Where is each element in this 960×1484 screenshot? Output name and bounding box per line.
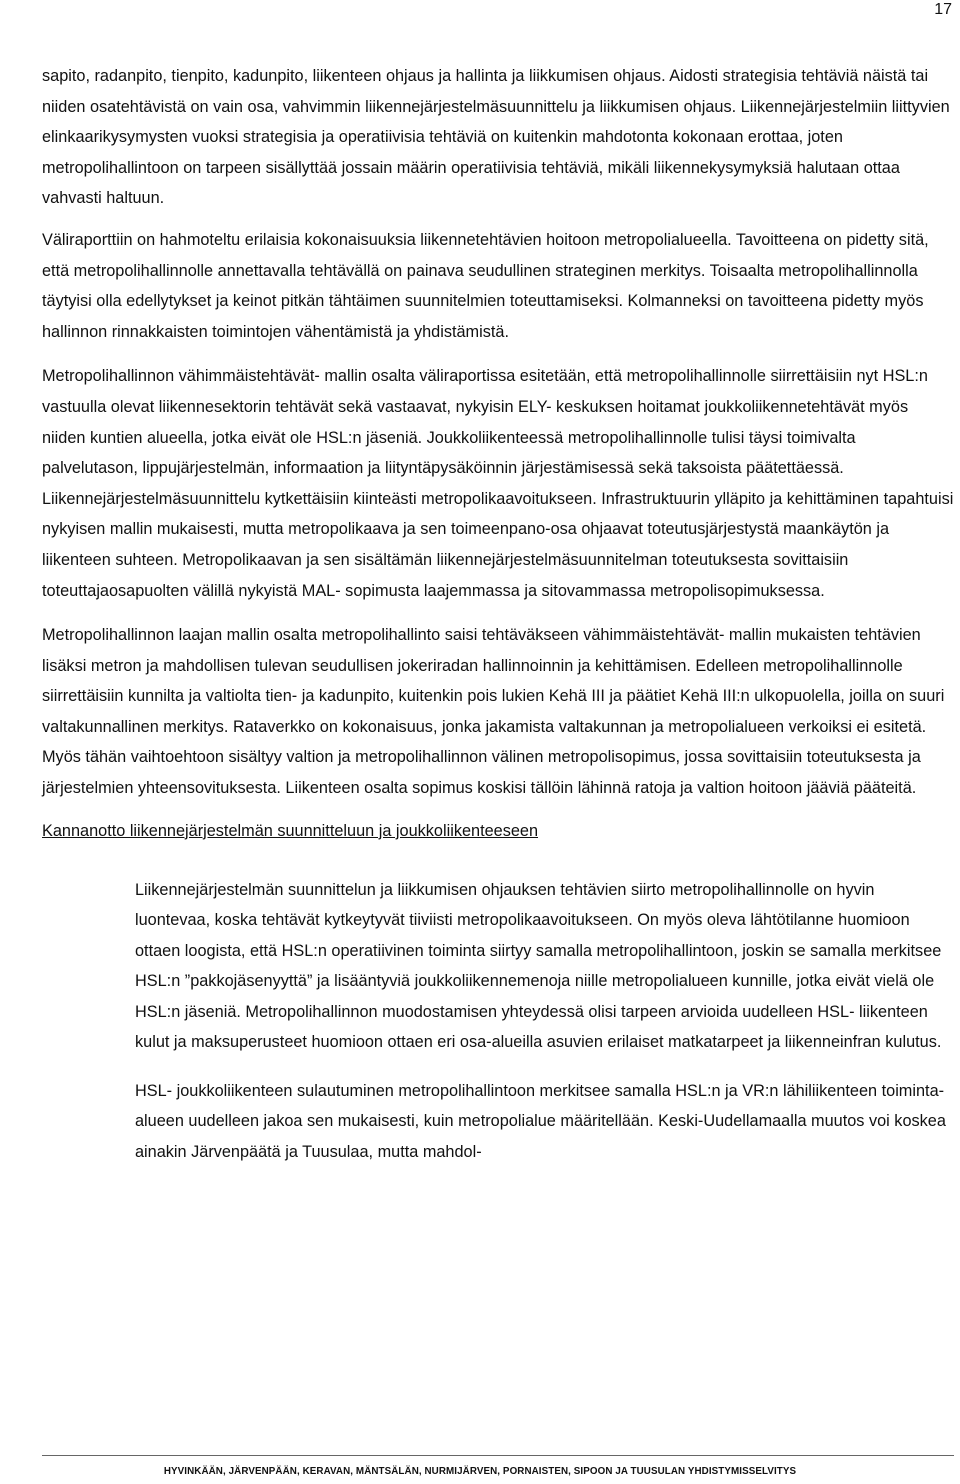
paragraph-4: Metropolihallinnon laajan mallin osalta metropolihallinto saisi tehtäväkseen vähimmäistehtävät- mallin mukaisten tehtävien lisäksi metron ja mahdollisen tulevan seudullisen jokeriradan hallinnoinnin ja kehittämisen. Edelleen metropolihallinnolle siirrettäisiin kunnilta ja valtiolta tien- ja kadunpito, kuitenkin pois lukien Kehä III ja päätiet Kehä III:n ulkopuolella, joilla on suuri valtakunnallinen merkitys. Rataverkko on kokonaisuus, jonka jakamista valtakunnan ja metropolialueen verkoiksi ei esitetä. Myös tähän vaihtoehtoon sisältyy valtion ja metropolihallinnon välinen metropolisopimus, jossa sovittaisiin toteutuksesta ja järjestelmien yhteensovituksesta. Liikenteen osalta sopimus koskisi tällöin lähinnä ratoja ja valtion hoitoon jääviä pääteitä. <box>42 626 945 798</box>
statement-paragraph-2: HSL- joukkoliikenteen sulautuminen metropolihallintoon merkitsee samalla HSL:n ja VR:n lähiliikenteen toiminta-alueen uudelleen jakoa sen mukaisesti, kuin metropolialue määritellään. Keski-Uudellamaalla muutos voi koskea ainakin Järvenpäätä ja Tuusulaa, mutta mahdol- <box>135 1081 946 1161</box>
paragraph-3: Metropolihallinnon vähimmäistehtävät- mallin osalta väliraportissa esitetään, että metropolihallinnolle siirrettäisiin nyt HSL:n vastuulla olevat liikennesektorin tehtävät sekä vastaavat, nykyisin ELY- keskuksen hoitamat joukkoliikennetehtävät myös niiden kuntien alueella, jotka eivät ole HSL:n jäseniä. Joukkoliikenteessä metropolihallinnolle tulisi täysi toimivalta palvelutason, lippujärjestelmän, informaation ja liityntäpysäköinnin järjestämisessä sekä taksoista päätettäessä. Liikennejärjestelmäsuunnittelu kytkettäisiin kiinteästi metropolikaavoitukseen. Infrastruktuurin ylläpito ja kehittäminen tapahtuisi nykyisen mallin mukaisesti, mutta metropolikaava ja sen toimeenpano-osa ohjaavat toteutusjärjestystä maankäytön ja liikenteen suhteen. Metropolikaavan ja sen sisältämän liikennejärjestelmäsuunnitelman toteutuksesta sovittaisiin toteuttajaosapuolten välillä nykyistä MAL- sopimusta laajemmassa ja sitovammassa metropolisopimuksessa. <box>42 367 954 600</box>
section-heading: Kannanotto liikennejärjestelmän suunnitteluun ja joukkoliikenteeseen <box>42 821 539 840</box>
statement-block <box>135 875 950 1168</box>
statement-paragraph-1: Liikennejärjestelmän suunnittelun ja liikkumisen ohjauksen tehtävien siirto metropolihallinnolle on hyvin luontevaa, koska tehtävät kytkeytyvät tiiviisti metropolikaavoitukseen. On myös oleva lähtötilanne huomioon ottaen loogista, että HSL:n operatiivinen toiminta siirtyy samalla metropolihallintoon, joskin se samalla merkitsee HSL:n ”pakkojäsenyyttä” ja lisääntyviä joukkoliikennemenoja niille metropolialueen kunnille, jotka eivät vielä ole HSL:n jäseniä. Metropolihallinnon muodostamisen yhteydessä olisi tarpeen arvioida uudelleen HSL- liikenteen kulut ja maksuperusteet huomioon ottaen eri osa-alueilla asuvien erilaiset matkatarpeet ja liikenneinfran kulutus. <box>135 880 942 1052</box>
footer-divider <box>42 1455 954 1456</box>
document-body <box>42 61 954 1167</box>
page-number: 17 <box>934 1 952 18</box>
paragraph-1: sapito, radanpito, tienpito, kadunpito, liikenteen ohjaus ja hallinta ja liikkumisen ohjaus. Aidosti strategisia tehtäviä näistä tai niiden osatehtävistä on vain osa, vahvimmin liikennejärjestelmäsuunnittelu ja liikkumisen ohjaus. Liikennejärjestelmiin liittyvien elinkaarikysymysten vuoksi strategisia ja operatiivisia tehtäviä on kuitenkin mahdotonta kokonaan erottaa, joten metropolihallintoon on tarpeen sisällyttää jossain määrin operatiivisia tehtäviä, mikäli liikennekysymyksiä halutaan ottaa vahvasti haltuun. <box>42 67 950 208</box>
page-footer: HYVINKÄÄN, JÄRVENPÄÄN, KERAVAN, MÄNTSÄLÄN, NURMIJÄRVEN, PORNAISTEN, SIPOON JA TUUSULAN YHDISTYMISSELVITYS <box>163 1466 797 1477</box>
paragraph-2: Väliraporttiin on hahmoteltu erilaisia kokonaisuuksia liikennetehtävien hoitoon metropolialueella. Tavoitteena on pidetty sitä, että metropolihallinnolle annettavalla tehtävällä on painava seudullinen strateginen merkitys. Toisaalta metropolihallinnolla täytyisi olla edellytykset ja keinot pitkän tähtäimen suunnitelmien toteuttamiseksi. Kolmanneksi on tavoitteena pidetty myös hallinnon rinnakkaisten toimintojen vähentämistä ja yhdistämistä. <box>42 230 929 341</box>
